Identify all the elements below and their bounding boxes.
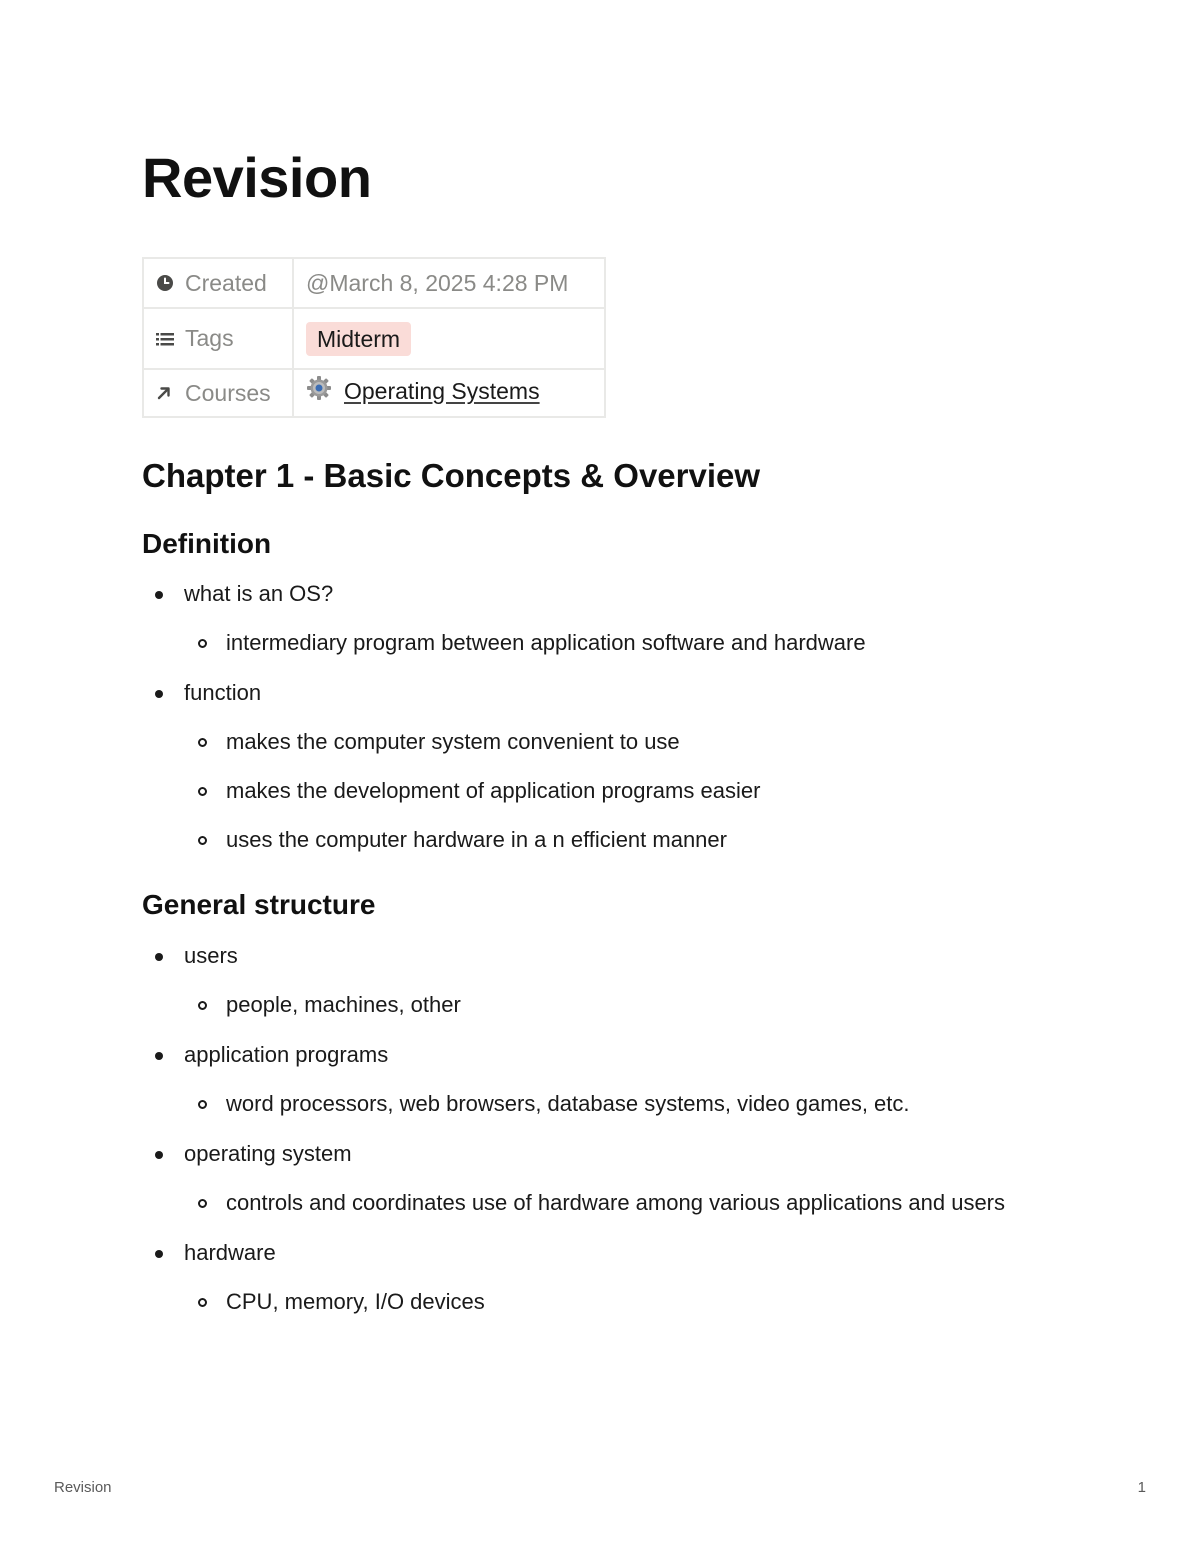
course-link-operating-systems[interactable]: Operating Systems: [344, 378, 540, 405]
created-date: @March 8, 2025 4:28 PM: [306, 269, 569, 296]
list-item: what is an OS? intermediary program between application software and hardware: [142, 577, 1062, 660]
sub-list: [184, 1186, 1062, 1220]
property-value-courses: [293, 369, 605, 417]
sub-list-item: makes the computer system convenient to use: [184, 725, 1062, 759]
property-row-tags: [143, 308, 605, 369]
footer-page-number: 1: [1137, 1479, 1146, 1496]
sub-list-item: intermediary program between application software and hardware: [184, 626, 1062, 660]
list-item: hardware CPU, memory, I/O devices: [142, 1236, 1062, 1319]
property-value-created: [293, 258, 605, 308]
properties-table: [142, 257, 606, 418]
property-row-courses: [143, 369, 605, 417]
list-item: operating system controls and coordinates use of hardware among various applications and users: [142, 1137, 1062, 1220]
page-title: Revision: [142, 146, 372, 209]
list-item: function makes the computer system convenient to use makes the development of application programs easier uses the computer hardware in a n efficient manner: [142, 676, 1062, 857]
sub-list-item: controls and coordinates use of hardware among various applications and users: [184, 1186, 1062, 1220]
sub-list-item: word processors, web browsers, database systems, video games, etc.: [184, 1087, 1062, 1121]
tags-label-text: Tags: [185, 325, 234, 351]
sub-list: [184, 988, 1062, 1022]
property-row-created: [143, 258, 605, 308]
tag-midterm[interactable]: Midterm: [306, 322, 411, 356]
sub-list-item: makes the development of application programs easier: [184, 774, 1062, 808]
sub-list: [184, 1087, 1062, 1121]
property-label-created: [143, 258, 293, 308]
courses-label-text: Courses: [185, 379, 271, 406]
list-icon: [156, 331, 176, 347]
arrow-up-right-icon: [156, 385, 176, 401]
list-item: users people, machines, other: [142, 939, 1062, 1022]
footer-doc-title: Revision: [54, 1479, 112, 1496]
property-label-courses: [143, 369, 293, 417]
sub-list: [184, 626, 1062, 660]
property-value-tags: [293, 308, 605, 369]
list-item: application programs word processors, web browsers, database systems, video games, etc.: [142, 1038, 1062, 1121]
sub-list-item: CPU, memory, I/O devices: [184, 1285, 1062, 1319]
sub-list-item: people, machines, other: [184, 988, 1062, 1022]
general-structure-heading: General structure: [142, 889, 376, 920]
definition-heading: Definition: [142, 528, 272, 559]
created-label-text: Created: [185, 269, 267, 296]
definition-list: [142, 577, 1062, 873]
sub-list-item: uses the computer hardware in a n efficient manner: [184, 823, 1062, 857]
sub-list: [184, 725, 1062, 857]
clock-icon: [156, 274, 176, 292]
sub-list: [184, 1285, 1062, 1319]
general-structure-list: [142, 939, 1062, 1335]
property-label-tags: [143, 308, 293, 369]
chapter-heading: Chapter 1 - Basic Concepts & Overview: [142, 457, 761, 494]
gear-icon: [306, 375, 332, 407]
